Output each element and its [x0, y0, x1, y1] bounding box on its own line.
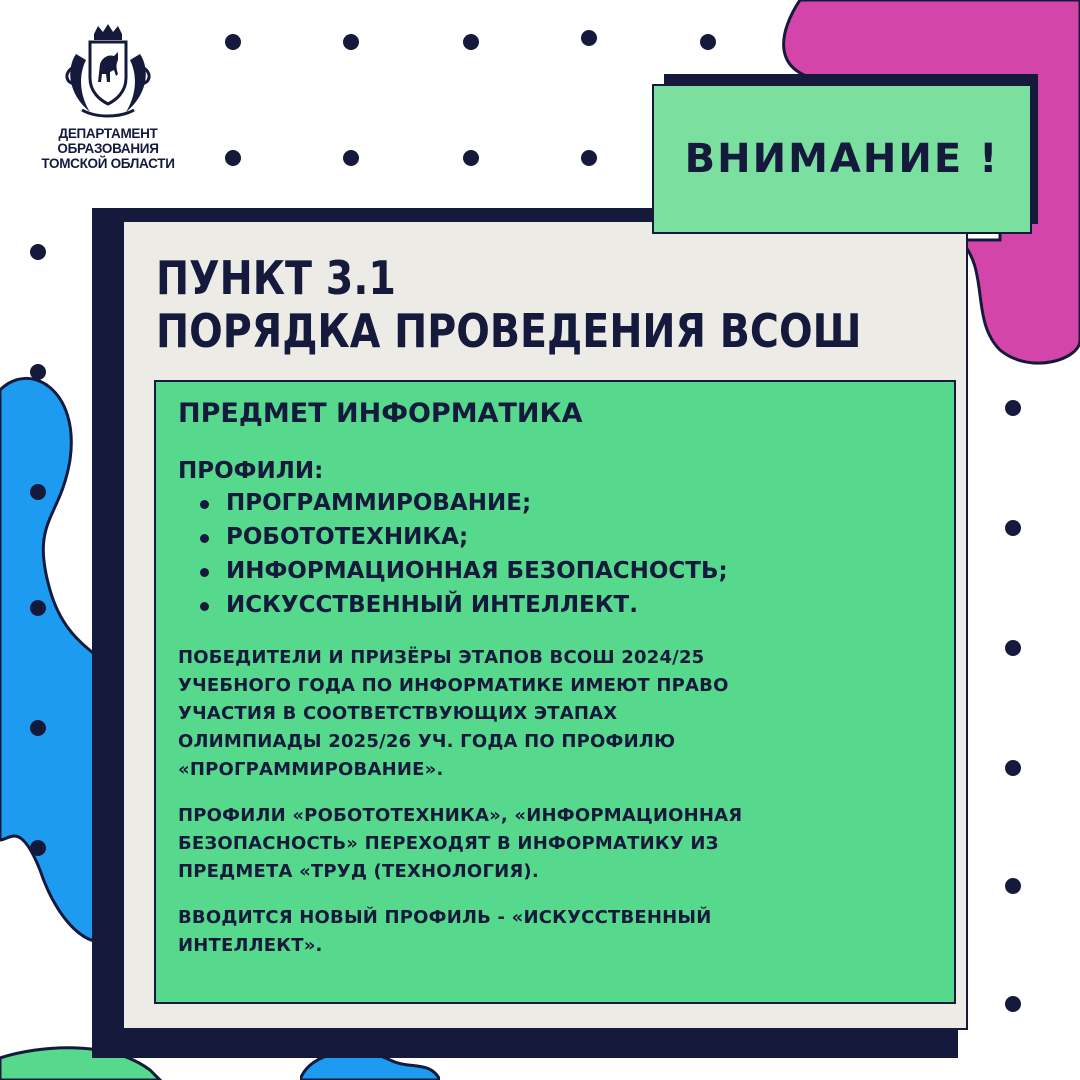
title-line-1: ПУНКТ 3.1	[156, 251, 396, 305]
logo-line: ОБРАЗОВАНИЯ	[57, 141, 159, 156]
dot	[1005, 640, 1021, 656]
dot	[343, 34, 359, 50]
dot	[581, 30, 597, 46]
profile-item: ИСКУССТВЕННЫЙ ИНТЕЛЛЕКТ.	[200, 588, 932, 622]
logo-line: ДЕПАРТАМЕНТ	[58, 126, 158, 141]
dot	[1005, 760, 1021, 776]
dot	[30, 364, 46, 380]
profiles-label: ПРОФИЛИ:	[178, 458, 324, 484]
dot	[225, 150, 241, 166]
dot	[30, 244, 46, 260]
profile-item: РОБОТОТЕХНИКА;	[200, 520, 932, 554]
logo-line: ТОМСКОЙ ОБЛАСТИ	[41, 156, 175, 171]
dot	[30, 600, 46, 616]
new-profile-paragraph: ВВОДИТСЯ НОВЫЙ ПРОФИЛЬ - «ИСКУССТВЕННЫЙ ИНТЕЛЛЕКТ».	[178, 907, 712, 956]
dot	[700, 34, 716, 50]
title-line-2: ПОРЯДКА ПРОВЕДЕНИЯ ВСОШ	[156, 304, 862, 358]
card-title	[156, 252, 861, 358]
dot	[463, 34, 479, 50]
profile-item: ИНФОРМАЦИОННАЯ БЕЗОПАСНОСТЬ;	[200, 554, 932, 588]
profiles-list	[178, 486, 932, 622]
coat-of-arms-icon	[60, 24, 156, 120]
dot	[1005, 996, 1021, 1012]
subject-heading: ПРЕДМЕТ ИНФОРМАТИКА	[178, 398, 583, 429]
dot	[1005, 400, 1021, 416]
dot	[463, 150, 479, 166]
attention-badge	[652, 84, 1032, 234]
dot	[30, 484, 46, 500]
dot	[30, 720, 46, 736]
department-logo	[38, 24, 178, 171]
profiles-transfer-paragraph: ПРОФИЛИ «РОБОТОТЕХНИКА», «ИНФОРМАЦИОННАЯ БЕЗОПАСНОСТЬ» ПЕРЕХОДЯТ В ИНФОРМАТИКУ ИЗ ПРЕДМЕТА «ТРУД (ТЕХНОЛОГИЯ).	[178, 805, 743, 882]
department-name	[38, 126, 178, 171]
winners-paragraph: ПОБЕДИТЕЛИ И ПРИЗЁРЫ ЭТАПОВ ВСОШ 2024/25 УЧЕБНОГО ГОДА ПО ИНФОРМАТИКЕ ИМЕЮТ ПРАВО УЧАСТИЯ В СООТВЕТСТВУЮЩИХ ЭТАПАХ ОЛИМПИАДЫ 2025/26 УЧ. ГОДА ПО ПРОФИЛЮ «ПРОГРАММИРОВАНИЕ».	[178, 647, 729, 780]
dot	[1005, 520, 1021, 536]
attention-text: ВНИМАНИЕ !	[684, 136, 1000, 182]
info-panel	[154, 380, 956, 1004]
dot	[30, 840, 46, 856]
dot	[343, 150, 359, 166]
dot	[225, 34, 241, 50]
profile-item: ПРОГРАММИРОВАНИЕ;	[200, 486, 932, 520]
dot	[581, 150, 597, 166]
dot	[1005, 878, 1021, 894]
main-card	[122, 220, 968, 1030]
